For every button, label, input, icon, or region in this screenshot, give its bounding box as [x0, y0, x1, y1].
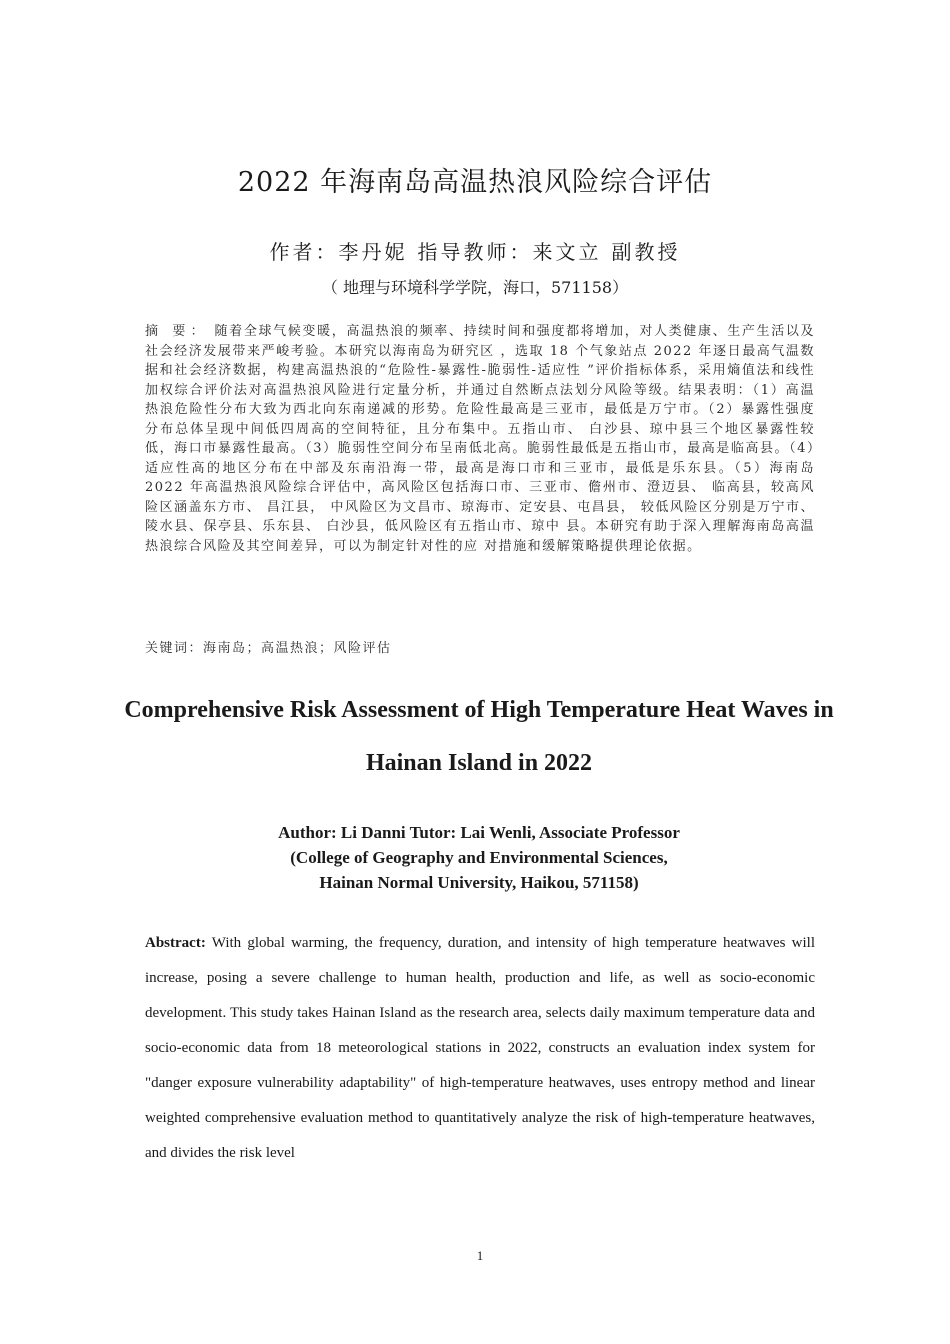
- english-author-line: Author: Li Danni Tutor: Lai Wenli, Associate Professor: [278, 823, 680, 842]
- chinese-abstract: [145, 322, 815, 556]
- chinese-keywords: 关键词：海南岛；高温热浪；风险评估: [145, 641, 392, 656]
- tutor-name: 指导教师：来文立: [417, 240, 602, 264]
- english-affiliation-line-2: Hainan Normal University, Haikou, 571158): [319, 873, 639, 892]
- english-affiliation-line-1: (College of Geography and Environmental Sciences,: [290, 848, 668, 867]
- english-abstract-label: Abstract:: [145, 935, 206, 951]
- english-abstract: [145, 926, 815, 1171]
- page-number: 1: [476, 1248, 484, 1263]
- chinese-abstract-label: 摘 要：: [145, 324, 209, 339]
- chinese-affiliation: （ 地理与环境科学学院，海口，571158）: [321, 278, 629, 297]
- english-title: Comprehensive Risk Assessment of High Temperature Heat Waves in Hainan Island in 2022: [124, 697, 834, 776]
- author-name: 作者：李丹妮: [269, 240, 408, 264]
- english-author-block: [0, 820, 950, 895]
- chinese-title: 2022 年海南岛高温热浪风险综合评估: [237, 167, 713, 198]
- tutor-title: 副教授: [611, 240, 681, 264]
- english-abstract-text: With global warming, the frequency, duration, and intensity of high temperature heatwaves will increase, posing a severe challenge to human health, production and life, as well as socio-economic development. This study takes Hainan Island as the research area, selects daily maximum temperature data and socio-economic data from 18 meteorological stations in 2022, constructs an evaluation index system for "danger exposure vulnerability adaptability" of high-temperature heatwaves, uses entropy method and linear weighted comprehensive evaluation method to quantitatively analyze the risk of high-temperature heatwaves, and divides the risk level: [145, 935, 816, 1161]
- chinese-author-line: [0, 236, 950, 265]
- chinese-abstract-text: 随着全球气候变暖，高温热浪的频率、持续时间和强度都将增加，对人类健康、生产生活以及社会经济发展带来严峻考验。本研究以海南岛为研究区 ，选取 18 个气象站点 2022 年逐日最高气温数据和社会经济数据，构建高温热浪的“危险性-暴露性-脆弱性-适应性 ”评价指标体系，采用熵值法和线性加权综合评价法对高温热浪风险进行定量分析，并通过自然断点法划分风险等级。结果表明：（1）高温热浪危险性分布大致为西北向东南递减的形势。危险性最高是三亚市，最低是万宁市。（2）暴露性强度分布总体呈现中间低四周高的空间特征，且分布集中。五指山市、 白沙县、琼中县三个地区暴露性较低，海口市暴露性最高。（3）脆弱性空间分布呈南低北高。脆弱性最低是五指山市，最高是临高县。（4）适应性高的地区分布在中部及东南沿海一带，最高是海口市和三亚市，最低是乐东县。（5）海南岛 2022 年高温热浪风险综合评估中，高风险区包括海口市、三亚市、儋州市、澄迈县、 临高县，较高风险区涵盖东方市、 昌江县， 中风险区为文昌市、琼海市、定安县、屯昌县， 较低风险区分别是万宁市、陵水县、保亭县、乐东县、 白沙县，低风险区有五指山市、琼中 县。本研究有助于深入理解海南岛高温热浪综合风险及其空间差异，可以为制定针对性的应 对措施和缓解策略提供理论依据。: [145, 324, 815, 554]
